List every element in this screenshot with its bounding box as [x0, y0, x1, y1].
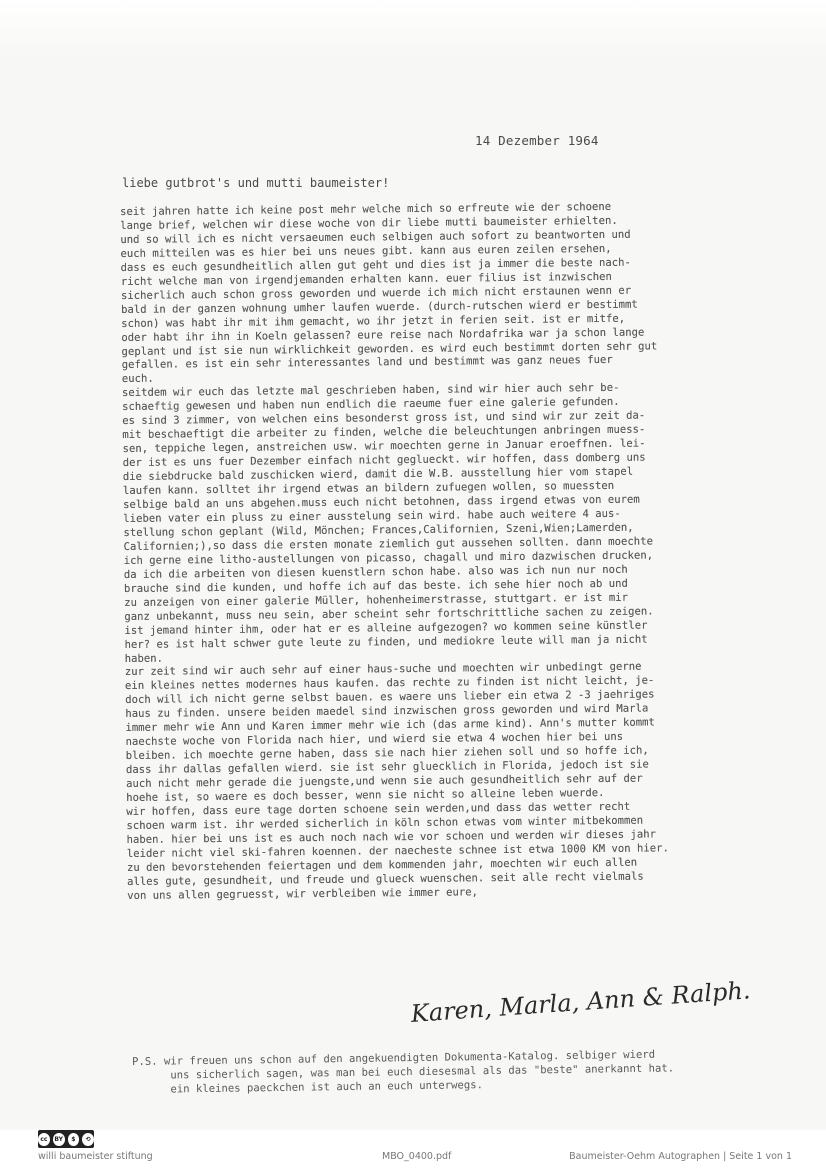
letter-body — [120, 199, 817, 904]
body-line: leider nicht viel ski-fahren koennen. der naecheste schnee ist etwa 1000 KM von hier. — [126, 842, 669, 860]
body-line: ganz unbekannt, muss neu sein, aber scheint sehr fortschrittliche sachen zu zeigen. — [124, 605, 654, 623]
body-line: selbige bald an uns abgehen.muss euch nicht betohnen, dass irgend etwas von eurem — [123, 493, 640, 511]
body-line: euch. — [121, 373, 154, 386]
body-line: ist jemand hinter ihm, oder hat er es alleine aufgezogen? wo kommen seine künstler — [124, 619, 648, 637]
body-line: es sind 3 zimmer, von welchen eins besonderst gross ist, und sind wir zur zeit da- — [122, 409, 646, 428]
postscript — [132, 1046, 813, 1097]
body-line: und so will ich es nicht versaeumen euch selbigen auch sofort zu beantworten und — [120, 228, 631, 246]
page-footer — [0, 1130, 826, 1169]
body-line: Californien;),so dass die ersten monate ziemlich gut aussehen sollten. dann moechte — [123, 535, 653, 553]
body-line: ein kleines nettes modernes haus kaufen. das rechte zu finden ist nicht leicht, je- — [124, 674, 655, 693]
body-line: zu den bevorstehenden feiertagen und dem kommenden jahr, moechten wir euch allen — [126, 856, 638, 874]
body-line: schon) was habt ihr mit ihm gemacht, wo ihr jetzt in ferien seit. ist er mitfe, — [121, 312, 626, 330]
body-line: gefallen. es ist ein sehr interessantes land und bestimmt was ganz neues fuer — [121, 354, 613, 372]
body-line: sen, teppiche legen, anstreichen usw. wir moechten gerne in Januar eroeffnen. lei- — [122, 437, 646, 456]
body-line: richt welche man von irgendjemanden erhalten kann. euer filius ist inzwischen — [120, 270, 612, 288]
body-line: haben. — [124, 652, 164, 665]
body-line: da ich die arbeiten von diesen kuenstlern schon habe. also was ich nun nur noch — [123, 563, 628, 581]
body-line: bald in der ganzen wohnung umher laufen wuerde. (durch-rutschen wierd er bestimmt — [121, 298, 638, 316]
body-line: lieben vater ein pluss zu einer ausstelung sein wird. habe auch weitere 4 aus- — [123, 507, 621, 525]
body-line: dass es euch gesundheitlich allen gut geht und dies ist ja immer die beste nach- — [120, 256, 631, 274]
body-line: die siebdrucke bald zuschicken wierd, damit die W.B. ausstellung hier vom stapel — [122, 465, 634, 484]
cc-license-icon: cc BY $ ⟲ — [38, 1130, 94, 1148]
body-line: wir hoffen, dass eure tage dorten schoene sein werden,und dass das wetter recht — [126, 800, 631, 818]
ps-line: ein kleines paeckchen ist auch an euch unterwegs. — [170, 1079, 484, 1096]
body-line: zu anzeigen von einer galerie Müller, hohenheimerstrasse, stuttgart. er ist mir — [124, 591, 629, 609]
body-line: von uns allen gegruesst, wir verbleiben wie immer eure, — [127, 885, 479, 902]
body-line: stellung schon geplant (Wild, Mönchen; Frances,Californien, Szeni,Wien;Lamerden, — [123, 521, 634, 539]
body-line: geplant und ist sie nun wirklichkeit geworden. es wird euch bestimmt dorten sehr gut — [121, 339, 658, 358]
body-line: euch mitteilen was es hier bei uns neues gibt. kann aus euren zeilen ersehen, — [120, 242, 612, 260]
body-line: lange brief, welchen wir diese woche von dir liebe mutti baumeister erhielten. — [120, 214, 618, 232]
body-line: naechste woche von Florida nach hier, und wierd sie etwa 4 wochen hier bei uns — [125, 730, 624, 749]
ps-line: uns sicherlich sagen, was man bei euch diesesmal als das "beste" anerkannt hat. — [170, 1062, 675, 1082]
footer-filename: MBO_0400.pdf — [382, 1151, 452, 1162]
body-line: her? es ist halt schwer gute leute zu finden, und mediokre leute will man ja nicht — [124, 633, 648, 651]
body-line: schoen warm ist. ihr werded sicherlich in köln schon etwas vom winter mitbekommen — [126, 814, 644, 832]
letter-date: 14 Dezember 1964 — [475, 133, 599, 148]
body-line: hoehe ist, so waere es doch besser, wenn sie nicht so alleine leben wuerde. — [126, 786, 605, 804]
body-line: seitdem wir euch das letzte mal geschrieben haben, sind wir hier auch sehr be- — [121, 382, 620, 400]
body-line: schaeftig gewesen und haben nun endlich die raeume fuer eine galerie gefunden. — [122, 396, 620, 414]
ps-line: P.S. wir freuen uns schon auf den angekuendigten Dokumenta-Katalog. selbiger wierd — [132, 1048, 656, 1068]
salutation: liebe gutbrot's und mutti baumeister! — [122, 176, 390, 190]
body-line: haben. hier bei uns ist es auch noch nach wie vor schoen und werden wir dieses jahr — [126, 828, 657, 846]
body-line: zur zeit sind wir auch sehr auf einer haus-suche und moechten wir unbedingt gerne — [124, 661, 642, 679]
body-line: dass ihr dallas gefallen wierd. sie ist sehr gluecklich in Florida, jedoch ist sie — [125, 758, 649, 777]
body-line: bleiben. ich moechte gerne haben, dass sie nach hier ziehen soll und so hoffe ich, — [125, 744, 649, 763]
body-line: sicherlich auch schon gross geworden und wuerde ich mich nicht erstaunen wenn er — [120, 284, 632, 302]
handwritten-signature: Karen, Marla, Ann & Ralph. — [410, 976, 752, 1028]
body-line: laufen kann. solltet ihr irgend etwas an bildern zufuegen wollen, so muessten — [122, 479, 615, 498]
body-line: seit jahren hatte ich keine post mehr welche mich so erfreute wie der schoene — [120, 200, 612, 218]
body-line: immer mehr wie Ann und Karen immer mehr wie ich (das arme kind). Ann's mutter kommt — [125, 716, 655, 735]
scan-edge — [0, 0, 826, 60]
body-line: ich gerne eine litho-austellungen von picasso, chagall und miro dazwischen drucken, — [123, 549, 654, 567]
footer-collection: Baumeister-Oehm Autographen | Seite 1 von 1 — [569, 1151, 792, 1162]
body-line: doch will ich nicht gerne selbst bauen. es waere uns lieber ein etwa 2 -3 jaehriges — [125, 688, 655, 707]
body-line: brauche sind die kunden, und hoffe ich auf das beste. ich sehe hier noch ab und — [123, 577, 628, 595]
body-line: mit beschaeftigt die arbeiter zu finden, welche die beleuchtungen anbringen muess- — [122, 423, 646, 442]
body-line: auch nicht mehr gerade die juengste,und wenn sie auch gesundheitlich sehr auf der — [125, 772, 643, 791]
body-line: alles gute, gesundheit, und freude und glueck wuenschen. seit alle recht vielmals — [127, 870, 644, 888]
body-line: der ist es uns fuer Dezember einfach nicht geglueckt. wir hoffen, dass domberg uns — [122, 451, 646, 470]
body-line: haus zu finden. unsere beiden maedel sind inzwischen gross geworden und wird Marla — [125, 702, 649, 721]
footer-foundation: willi baumeister stiftung — [38, 1151, 153, 1162]
body-line: oder habt ihr ihn in Koeln gelassen? eure reise nach Nordafrika war ja schon lange — [121, 326, 645, 344]
